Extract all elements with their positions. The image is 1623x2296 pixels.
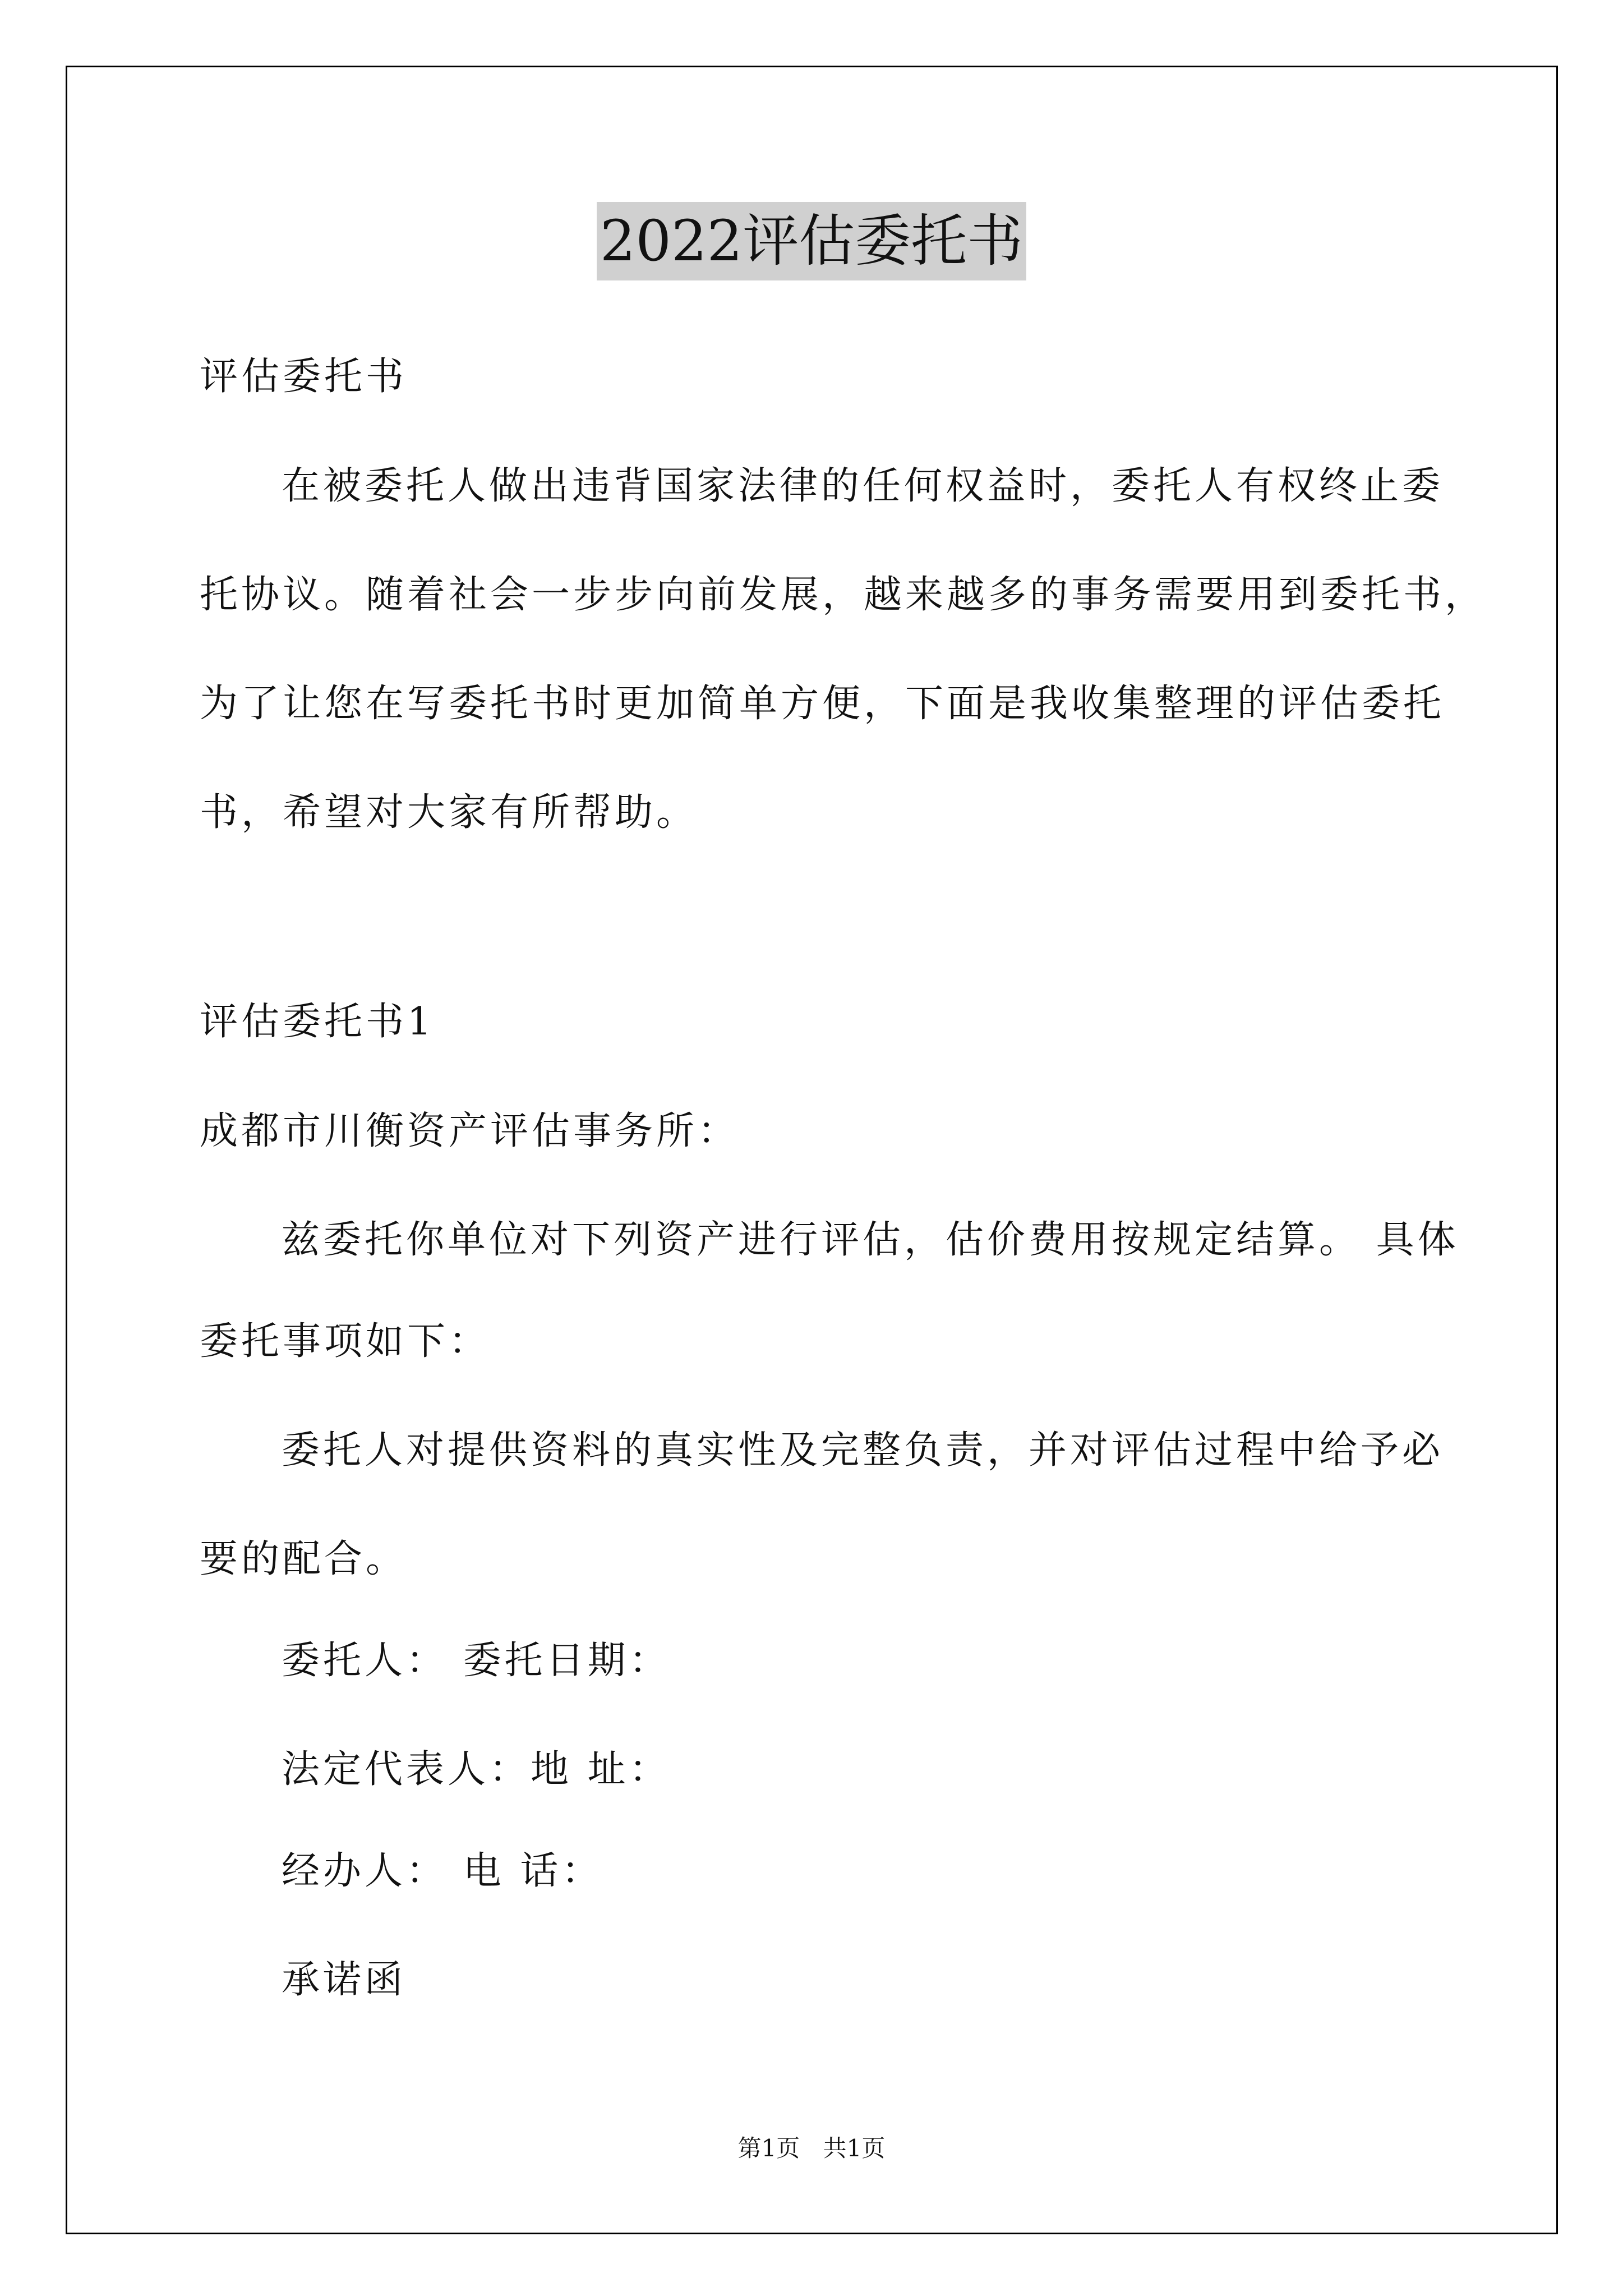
closing-line: 承诺函 (282, 1958, 407, 2002)
section-heading: 评估委托书1 (200, 1000, 435, 1044)
intro-line: 书，希望对大家有所帮助。 (200, 790, 698, 835)
addressee-line: 成都市川衡资产评估事务所： (200, 1109, 740, 1153)
title-container (0, 202, 1623, 280)
page-number: 第1页 (737, 2134, 800, 2162)
field-line: 法定代表人：地 址： (282, 1747, 671, 1792)
intro-line: 在被委托人做出违背国家法律的任何权益时，委托人有权终止委 (282, 464, 1444, 508)
intro-line: 为了让您在写委托书时更加简单方便，下面是我收集整理的评估委托 (200, 682, 1445, 726)
body-line: 委托事项如下： (200, 1319, 491, 1364)
body-line: 要的配合。 (200, 1537, 408, 1581)
body-line: 兹委托你单位对下列资产进行评估，估价费用按规定结算。 具体 (282, 1218, 1459, 1262)
field-line: 经办人： 电 话： (282, 1849, 603, 1893)
page-total: 共1页 (823, 2134, 886, 2162)
document-title: 2022评估委托书 (597, 202, 1027, 280)
section-heading: 评估委托书 (200, 355, 408, 399)
body-line: 委托人对提供资料的真实性及完整负责，并对评估过程中给予必 (282, 1428, 1444, 1473)
field-line: 委托人： 委托日期： (282, 1639, 671, 1683)
page-footer (0, 2132, 1623, 2165)
intro-line: 托协议。随着社会一步步向前发展，越来越多的事务需要用到委托书， (200, 573, 1487, 617)
